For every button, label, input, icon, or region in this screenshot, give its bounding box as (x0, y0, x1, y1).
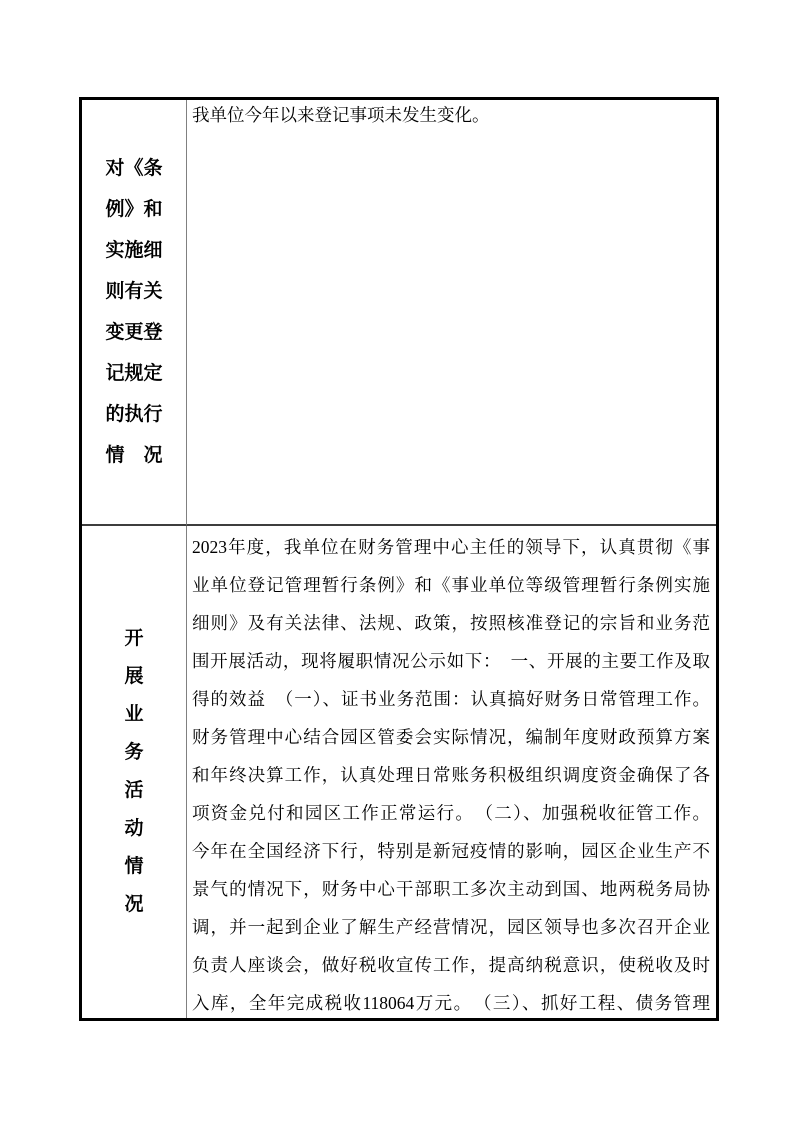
row2-content-line: 2023年度，我单位在财务管理中心主任的领导下，认真贯彻《事 (192, 537, 710, 557)
row2-content-line: 今年在全国经济下行，特别是新冠疫情的影响，园区企业生产不 (192, 841, 710, 861)
row2-header-line: 业 (124, 704, 144, 725)
row1-header-line: 情 况 (105, 445, 163, 466)
row1-header-line: 则有关 (105, 281, 163, 302)
row2-content-line: 负责人座谈会，做好税收宣传工作，提高纳税意识，使税收及时 (192, 955, 710, 975)
row2-header-line: 开 (124, 628, 144, 649)
row1-header-line: 对《条 (105, 158, 163, 179)
row2-header-line: 活 (124, 780, 144, 801)
row2-header-line: 动 (124, 818, 144, 839)
row1-header-line: 的执行 (105, 404, 163, 425)
row2-header-cell-business-activities (82, 526, 187, 1018)
row1-content-cell-registration-statement (187, 100, 716, 526)
row2-content-line: 景气的情况下，财务中心干部职工多次主动到国、地两税务局协 (192, 879, 710, 899)
row1-header-line: 例》和 (105, 199, 163, 220)
row2-content-cell-activity-report (187, 526, 716, 1018)
row2-content-line: 财务管理中心结合园区管委会实际情况，编制年度财政预算方案 (192, 727, 710, 747)
row1-content-line: 我单位今年以来登记事项未发生变化。 (192, 105, 490, 125)
report-table (79, 97, 719, 1021)
row2-header-line: 情 (124, 856, 144, 877)
row2-header-line: 展 (124, 666, 144, 687)
row2-content-line: 得的效益 （一）、证书业务范围：认真搞好财务日常管理工作。 (192, 689, 710, 709)
row1-header-line: 变更登 (105, 322, 163, 343)
row2-content-line: 业单位登记管理暂行条例》和《事业单位等级管理暂行条例实施 (192, 575, 710, 595)
row2-header-line: 况 (124, 894, 144, 915)
row2-content-line: 细则》及有关法律、法规、政策，按照核准登记的宗旨和业务范 (192, 613, 710, 633)
row2-content-line: 入库，全年完成税收118064万元。 （三）、抓好工程、债务管理 (192, 993, 710, 1013)
row2-header-line: 务 (124, 742, 144, 763)
row1-header-line: 记规定 (105, 363, 163, 384)
row2-content-line: 和年终决算工作，认真处理日常账务积极组织调度资金确保了各 (192, 765, 710, 785)
row2-content-line: 调，并一起到企业了解生产经营情况，园区领导也多次召开企业 (192, 917, 710, 937)
row2-content-line: 围开展活动，现将履职情况公示如下： 一、开展的主要工作及取 (192, 651, 710, 671)
row2-content-line: 项资金兑付和园区工作正常运行。 （二）、加强税收征管工作。 (192, 803, 710, 823)
row1-header-line: 实施细 (105, 240, 163, 261)
row1-header-cell-regulation-compliance (82, 100, 187, 526)
